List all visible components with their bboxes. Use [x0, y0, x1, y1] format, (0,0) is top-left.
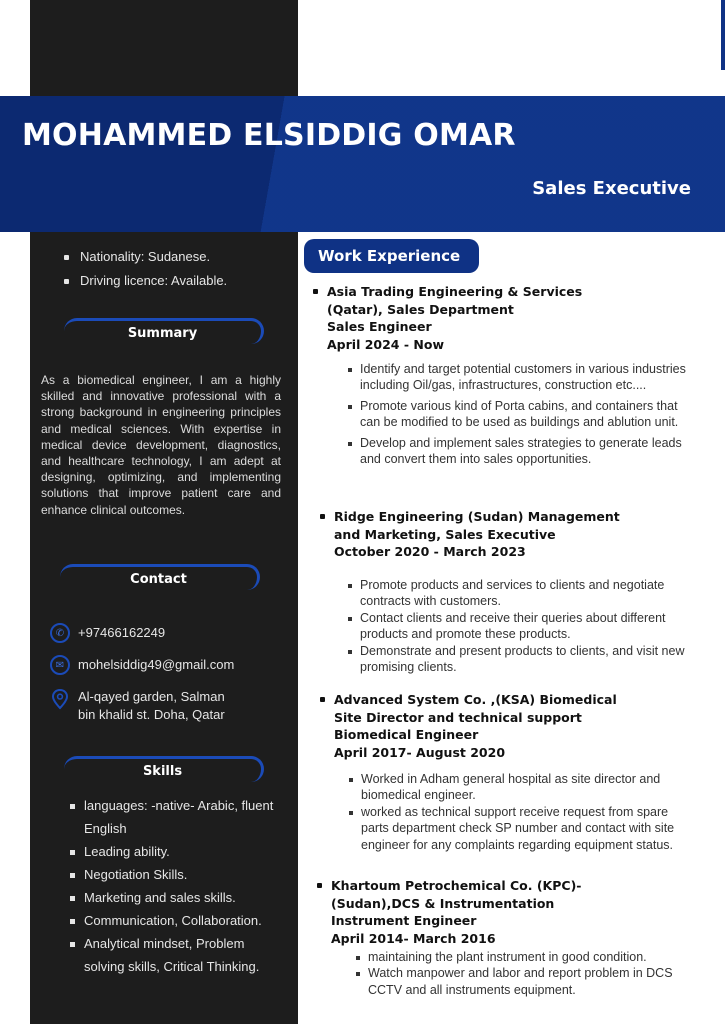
duty-item: Worked in Adham general hospital as site director and biomedical engineer. — [361, 771, 686, 804]
summary-heading: Summary — [64, 318, 264, 344]
job-line: April 2024 - Now — [327, 336, 444, 352]
job-line: Biomedical Engineer — [334, 727, 479, 742]
skills-list — [70, 794, 285, 978]
job-entry-4 — [331, 877, 581, 947]
job-line: Sales Engineer — [327, 319, 432, 334]
contact-heading: Contact — [60, 564, 260, 590]
address-row — [50, 688, 225, 724]
phone-row — [50, 623, 165, 643]
nationality-item: Nationality: Sudanese. — [62, 248, 227, 265]
location-pin-icon — [50, 688, 70, 710]
job-line: April 2017- August 2020 — [334, 744, 506, 760]
duty-item: Watch manpower and labor and report problem in DCS CCTV and all instruments equipment. — [368, 965, 696, 998]
address-line-2: bin khalid st. Doha, Qatar — [78, 707, 225, 722]
work-experience-heading: Work Experience — [304, 239, 479, 273]
job-3-duties — [361, 771, 686, 853]
job-entry-1 — [327, 283, 582, 353]
address-block — [78, 688, 225, 724]
job-line: Khartoum Petrochemical Co. (KPC)- — [331, 878, 582, 893]
duty-item: Promote various kind of Porta cabins, and containers that can be modified to be used as buildings and ablution unit. — [360, 398, 695, 431]
licence-item: Driving licence: Available. — [62, 272, 227, 289]
skill-item: Marketing and sales skills. — [70, 886, 285, 909]
skill-item: Leading ability. — [70, 840, 285, 863]
skill-item: Analytical mindset, Problem solving skills, Critical Thinking. — [70, 932, 285, 978]
duty-item: Identify and target potential customers in various industries including Oil/gas, infrastructures, construction etc.... — [360, 361, 695, 394]
job-4-duties — [368, 949, 696, 998]
skill-item: Communication, Collaboration. — [70, 909, 285, 932]
edge-accent — [721, 0, 725, 70]
duty-item: Promote products and services to clients and negotiate contracts with customers. — [360, 577, 690, 610]
job-line: (Qatar), Sales Department — [327, 301, 514, 317]
skills-heading: Skills — [64, 756, 264, 782]
job-line: Ridge Engineering (Sudan) Management — [334, 509, 620, 524]
email-icon: ✉ — [50, 655, 70, 675]
summary-text: As a biomedical engineer, I am a highly skilled and innovative professional with a strong background in engineering principles and medical sciences. With expertise in medical device development, diagnostics, and healthcare technology, I am adept at designing, optimizing, and implementing solutions that improve patient care and enhance clinical outcomes. — [41, 373, 281, 517]
job-line: Asia Trading Engineering & Services — [327, 284, 583, 299]
skill-item: languages: -native- Arabic, fluent English — [70, 794, 285, 840]
job-line: Site Director and technical support — [334, 709, 582, 725]
phone-number: +97466162249 — [78, 625, 166, 640]
job-1-duties — [360, 361, 695, 467]
job-title-block — [327, 283, 582, 353]
banner-shade — [0, 96, 725, 232]
duty-item: Develop and implement sales strategies to generate leads and convert them into sales opportunities. — [360, 435, 695, 468]
personal-info-list — [62, 248, 227, 289]
job-2-duties — [360, 577, 690, 675]
job-title-block — [331, 877, 581, 947]
skill-item: Negotiation Skills. — [70, 863, 285, 886]
duty-item: maintaining the plant instrument in good condition. — [368, 949, 696, 965]
duty-item: worked as technical support receive request from spare parts department check SP number and contact with site engineer for any complaints regarding equipment status. — [361, 804, 686, 853]
phone-icon: ✆ — [50, 623, 70, 643]
job-line: (Sudan),DCS & Instrumentation — [331, 895, 555, 911]
candidate-role: Sales Executive — [532, 178, 691, 199]
job-line: Advanced System Co. ,(KSA) Biomedical — [334, 692, 617, 707]
duty-item: Demonstrate and present products to clients, and visit new promising clients. — [360, 643, 690, 676]
job-title-block — [334, 691, 617, 761]
header-banner — [0, 96, 725, 232]
duty-item: Contact clients and receive their queries about different products and promote these products. — [360, 610, 690, 643]
job-line: October 2020 - March 2023 — [334, 544, 526, 559]
email-address: mohelsiddig49@gmail.com — [78, 657, 235, 672]
email-row — [50, 655, 234, 675]
job-line: Instrument Engineer — [331, 913, 477, 928]
job-entry-3 — [334, 691, 617, 761]
job-line: April 2014- March 2016 — [331, 930, 496, 946]
candidate-name: MOHAMMED ELSIDDIG OMAR — [22, 118, 516, 153]
address-line-1: Al-qayed garden, Salman — [78, 689, 225, 704]
job-entry-2 — [334, 508, 620, 561]
job-line: and Marketing, Sales Executive — [334, 526, 556, 542]
job-title-block — [334, 508, 620, 561]
